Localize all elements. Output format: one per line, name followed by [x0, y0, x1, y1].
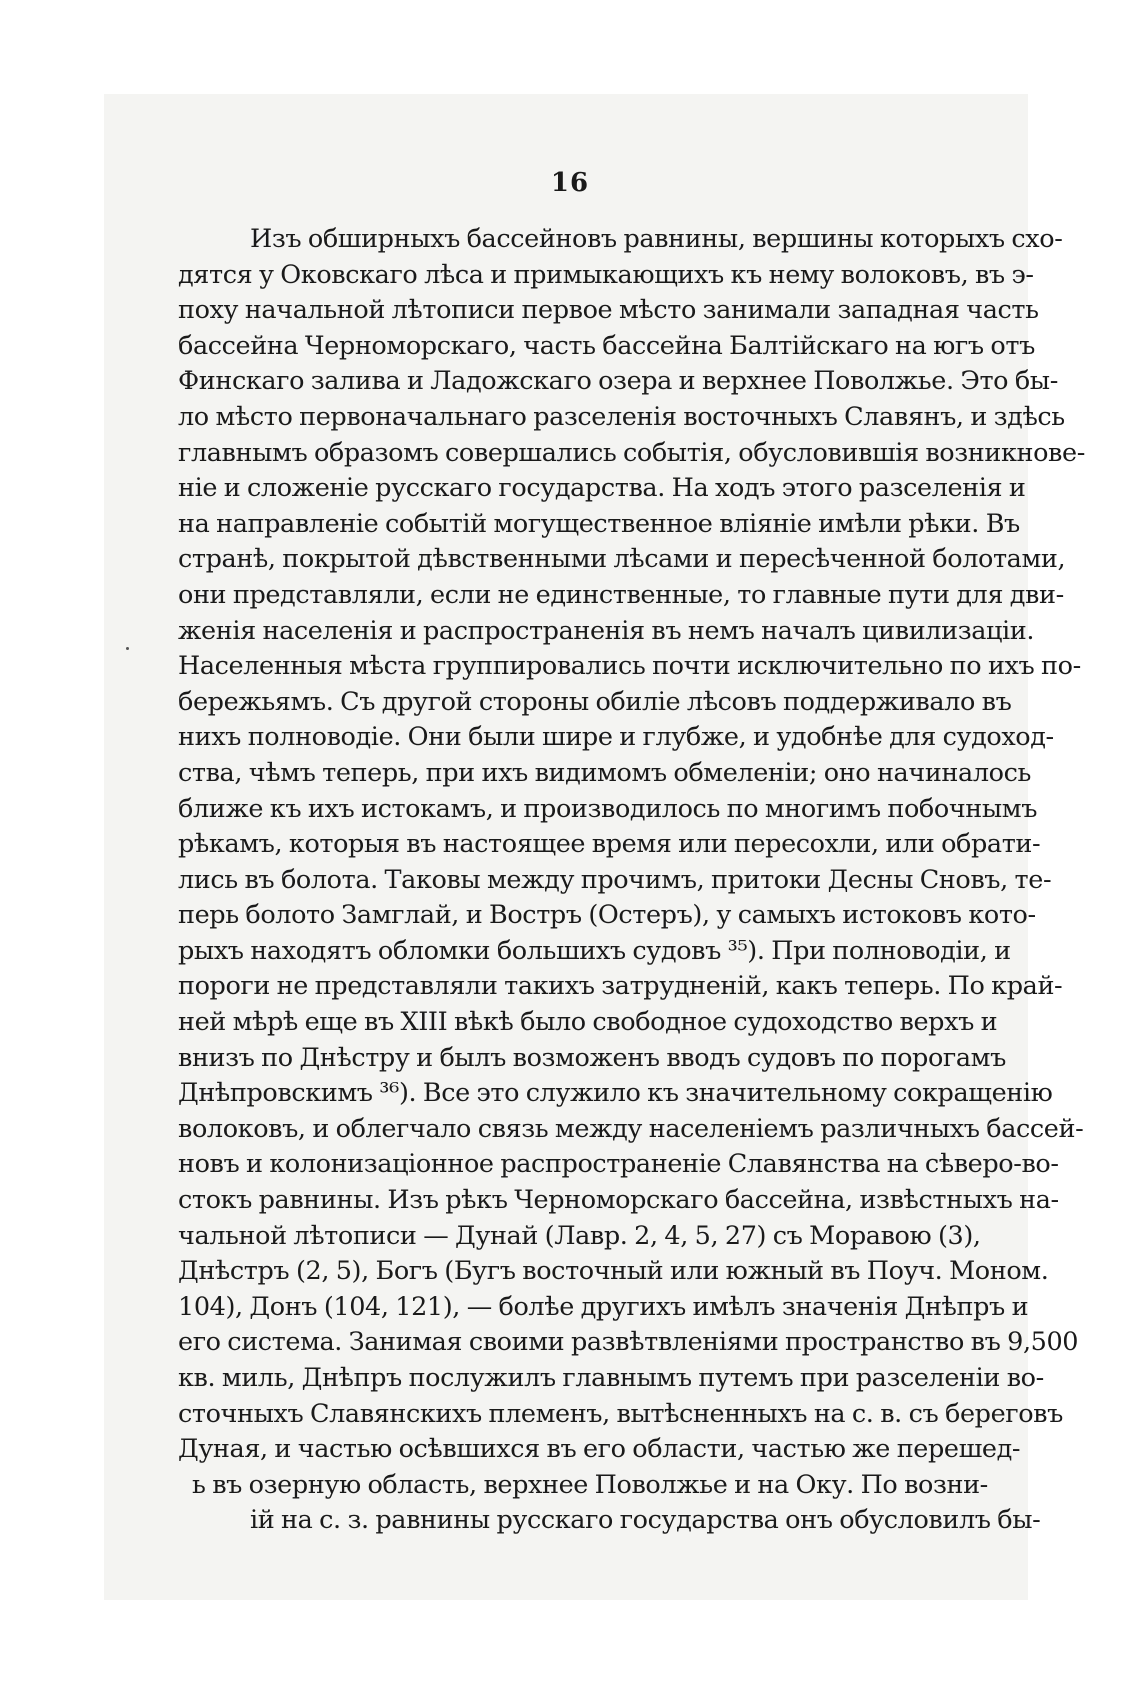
text-line: ій на с. з. равнины русскаго государства онъ обусловилъ бы- — [250, 1505, 1041, 1536]
page-number: 16 — [550, 168, 590, 198]
text-line: ь въ озерную область, верхнее Поволжье и на Оку. По возни- — [192, 1469, 988, 1500]
text-line: рыхъ находятъ обломки большихъ судовъ ³⁵). При полноводіи, и — [178, 935, 1011, 966]
text-line: бассейна Черноморскаго, часть бассейна Балтійскаго на югъ отъ — [178, 330, 1035, 361]
text-line: они представляли, если не единственные, то главные пути для дви- — [178, 579, 1064, 610]
text-line: ніе и сложеніе русскаго государства. На ходъ этого разселенія и — [178, 473, 1026, 504]
text-line: 104), Донъ (104, 121), — болѣе другихъ имѣлъ значенія Днѣпръ и — [178, 1291, 1029, 1322]
text-line: Днѣстръ (2, 5), Богъ (Бугъ восточный или южный въ Поуч. Моном. — [178, 1256, 1049, 1287]
text-line: дятся у Оковскаго лѣса и примыкающихъ къ нему волоковъ, въ э- — [178, 259, 1034, 290]
text-line: сточныхъ Славянскихъ племенъ, вытѣсненныхъ на с. в. съ береговъ — [178, 1398, 1063, 1429]
text-line: перь болото Замглай, и Востръ (Остеръ), у самыхъ истоковъ кото- — [178, 900, 1036, 931]
text-line: Днѣпровскимъ ³⁶). Все это служило къ значительному сокращенію — [178, 1078, 1053, 1109]
text-line: на направленіе событій могущественное вліяніе имѣли рѣки. Въ — [178, 508, 1020, 539]
text-line: женія населенія и распространенія въ немъ началъ цивилизаціи. — [178, 615, 1035, 646]
text-line: бережьямъ. Съ другой стороны обиліе лѣсовъ поддерживало въ — [178, 686, 1012, 717]
text-line: поху начальной лѣтописи первое мѣсто занимали западная часть — [178, 295, 1039, 326]
text-line: ближе къ ихъ истокамъ, и производилось по многимъ побочнымъ — [178, 793, 1038, 824]
text-line: лись въ болота. Таковы между прочимъ, притоки Десны Сновъ, те- — [178, 864, 1052, 895]
text-line: чальной лѣтописи — Дунай (Лавр. 2, 4, 5, 27) съ Моравою (3), — [178, 1220, 981, 1251]
text-line: ства, чѣмъ теперь, при ихъ видимомъ обмеленіи; оно начиналось — [178, 757, 1031, 788]
text-line: ней мѣрѣ еще въ XIII вѣкѣ было свободное судоходство верхъ и — [178, 1007, 998, 1038]
text-line: Изъ обширныхъ бассейновъ равнины, вершины которыхъ схо- — [250, 224, 1063, 254]
text-line: нихъ полноводіе. Они были шире и глубже, и удобнѣе для судоход- — [178, 722, 1054, 753]
text-line: главнымъ образомъ совершались событія, обусловившія возникнове- — [178, 437, 1085, 468]
text-line: рѣкамъ, которыя въ настоящее время или пересохли, или обрати- — [178, 829, 1041, 860]
text-line: стокъ равнины. Изъ рѣкъ Черноморскаго бассейна, извѣстныхъ на- — [178, 1185, 1059, 1216]
margin-speck — [126, 647, 129, 650]
text-line: странѣ, покрытой дѣвственными лѣсами и пересѣченной болотами, — [178, 544, 1066, 575]
text-line: волоковъ, и облегчало связь между населеніемъ различныхъ бассей- — [178, 1113, 1084, 1144]
text-line: внизъ по Днѣстру и былъ возможенъ вводъ судовъ по порогамъ — [178, 1042, 1006, 1073]
text-line: кв. миль, Днѣпръ послужилъ главнымъ путемъ при разселеніи во- — [178, 1363, 1044, 1393]
text-line: Дуная, и частью осѣвшихся въ его области, частью же перешед- — [178, 1434, 1021, 1465]
body-text — [178, 222, 1085, 1539]
text-line: его система. Занимая своими развѣтвленіями пространство въ 9,500 — [178, 1327, 1079, 1358]
text-line: новъ и колонизаціонное распространеніе Славянства на сѣверо-во- — [178, 1149, 1059, 1180]
text-line: пороги не представляли такихъ затрудненій, какъ теперь. По край- — [178, 971, 1063, 1002]
text-line: ло мѣсто первоначальнаго разселенія восточныхъ Славянъ, и здѣсь — [178, 401, 1065, 432]
text-line: Финскаго залива и Ладожскаго озера и верхнее Поволжье. Это бы- — [178, 366, 1058, 397]
text-line: Населенныя мѣста группировались почти исключительно по ихъ по- — [178, 651, 1081, 682]
